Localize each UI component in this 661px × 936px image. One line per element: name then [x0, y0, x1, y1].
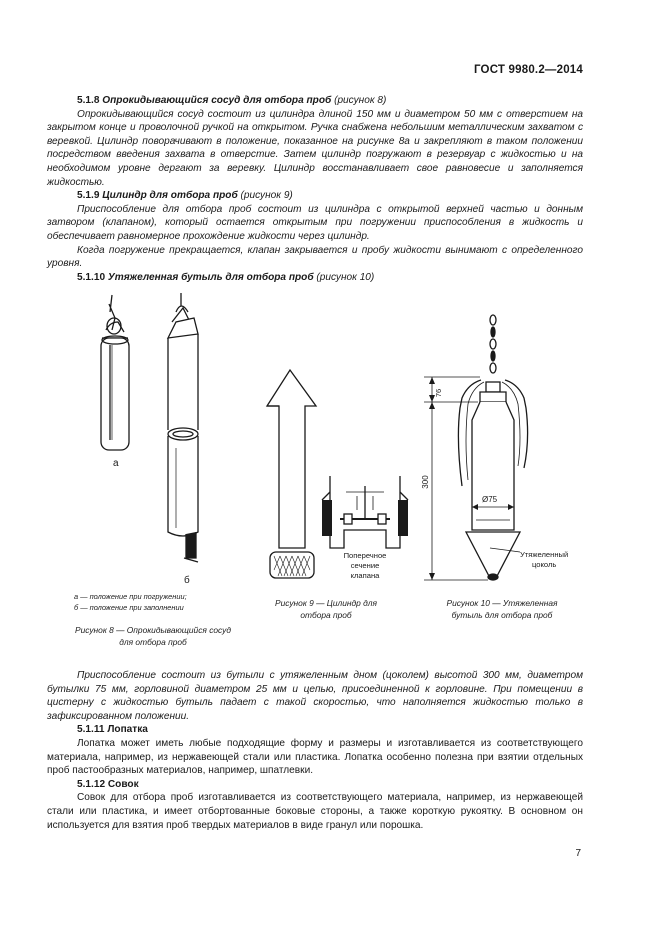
- num-5-1-10: 5.1.10: [77, 271, 106, 283]
- page-number: 7: [575, 848, 581, 859]
- fig10-dim-diam: Ø75: [482, 495, 498, 504]
- fig8-label-a: а: [113, 458, 119, 469]
- fig9-caption-1: Рисунок 9 — Цилиндр для: [275, 598, 377, 608]
- ref-5-1-9: (рисунок 9): [240, 190, 293, 202]
- fig9-section-2: сечение: [350, 561, 380, 570]
- fig8-legend-b: б — положение при заполнении: [74, 603, 184, 612]
- heading-5-1-11: [47, 723, 583, 737]
- fig9-section-1: Поперечное: [343, 551, 387, 560]
- para-5-1-8: Опрокидывающийся сосуд состоит из цилиндра длиной 150 мм и диаметром 50 мм с отверстием на закрытом конце и проволочной ручкой на открытом. Ручка снабжена небольшим металлическим захватом с веревкой. Цилиндр поворачивают в положение, показанное на рисунке 8а и закрепляют в таком положении посредством введения захвата в отверстие. Затем цилиндр погружают в резервуар с жидкостью и на необходимом уровне дергают за веревку. Цилиндр восстанавливает свое равновесие и заполняется жидкостью.: [47, 108, 583, 188]
- fig8-label-b: б: [184, 575, 190, 586]
- para-5-1-9-b: Когда погружение прекращается, клапан закрывается и пробу жидкости вынимают с определенного уровня.: [47, 244, 583, 270]
- fig10-weight-1: Утяжеленный: [520, 550, 569, 559]
- figure-9-drawing: [267, 370, 408, 578]
- ref-5-1-8: (рисунок 8): [334, 95, 387, 106]
- num-5-1-12: 5.1.12: [77, 778, 106, 790]
- vessel-a-body: [101, 338, 129, 450]
- para-5-1-12: Совок для отбора проб изготавливается из соответствующего материала, например, из нержавеющей стали или пластика, и имеет отбортованные боковые стороны, а также короткую рукоятку. В основном он используется для взятия проб твердых материалов в виде гранул или порошка.: [47, 792, 583, 831]
- fig8-caption-1: Рисунок 8 — Опрокидывающийся сосуд: [75, 625, 231, 635]
- fig8-legend: [58, 591, 270, 613]
- fig10-dim-top: 76: [434, 388, 443, 398]
- figure-10-drawing: [424, 315, 528, 580]
- para-5-1-9-a: Приспособление для отбора проб состоит из цилиндра с открытой верхней частью и донным затвором (клапаном), который остается открытым при погружении приспособления в жидкость и обеспечивает равномерное прохождение жидкости через цилиндр.: [47, 203, 583, 242]
- fig9-caption-2: отбора проб: [300, 610, 352, 620]
- heading-5-1-12: [47, 778, 583, 792]
- fig10-dim-height: 300: [421, 475, 430, 489]
- title-5-1-12: Совок: [107, 778, 139, 790]
- fig8-legend-a: а — положение при погружении;: [74, 592, 187, 601]
- fig8-caption-2: для отбора проб: [119, 637, 187, 647]
- title-5-1-9: Цилиндр для отбора проб: [102, 190, 238, 202]
- num-5-1-8: 5.1.8: [77, 95, 100, 106]
- fig10-caption-2: бутыль для отбора проб: [451, 610, 553, 620]
- title-5-1-10: Утяжеленная бутыль для отбора проб: [107, 271, 314, 283]
- fig9-caption: [262, 597, 390, 621]
- title-5-1-8: Опрокидывающийся сосуд для отбора проб: [102, 95, 332, 106]
- fig10-caption: [428, 597, 576, 621]
- fig8-caption: [48, 624, 258, 648]
- standard-header: ГОСТ 9980.2—2014: [473, 64, 583, 76]
- num-5-1-9: 5.1.9: [77, 190, 100, 202]
- fig9-section-3: клапана: [350, 571, 380, 580]
- para-5-1-11: Лопатка может иметь любые подходящие форму и размеры и изготавливается из соответствующего материала, например, из нержавеющей стали или пластика. Лопатка особенно полезна при взятии отдельных проб пастообразных материалов, например, шпатлевки.: [47, 737, 583, 777]
- base-block: [270, 552, 314, 578]
- fig10-caption-1: Рисунок 10 — Утяжеленная: [446, 598, 558, 608]
- para-5-1-10: Приспособление состоит из бутыли с утяжеленным дном (цоколем) высотой 300 мм, диаметром бутылки 75 мм, горловиной диаметром 25 мм и цепью, присоединенной к горловине. При помещении в цистерну с жидкостью бутыль падает с такой скоростью, что наполняется жидкостью только в зафиксированном положении.: [47, 670, 583, 722]
- num-5-1-11: 5.1.11: [77, 724, 105, 736]
- figure-8-drawing: [101, 293, 198, 562]
- title-5-1-11: Лопатка: [107, 724, 148, 736]
- chain-icon: [490, 315, 496, 373]
- fig10-weight-2: цоколь: [532, 560, 557, 569]
- section-bottom-text: [47, 669, 583, 832]
- ref-5-1-10: (рисунок 10): [316, 271, 375, 283]
